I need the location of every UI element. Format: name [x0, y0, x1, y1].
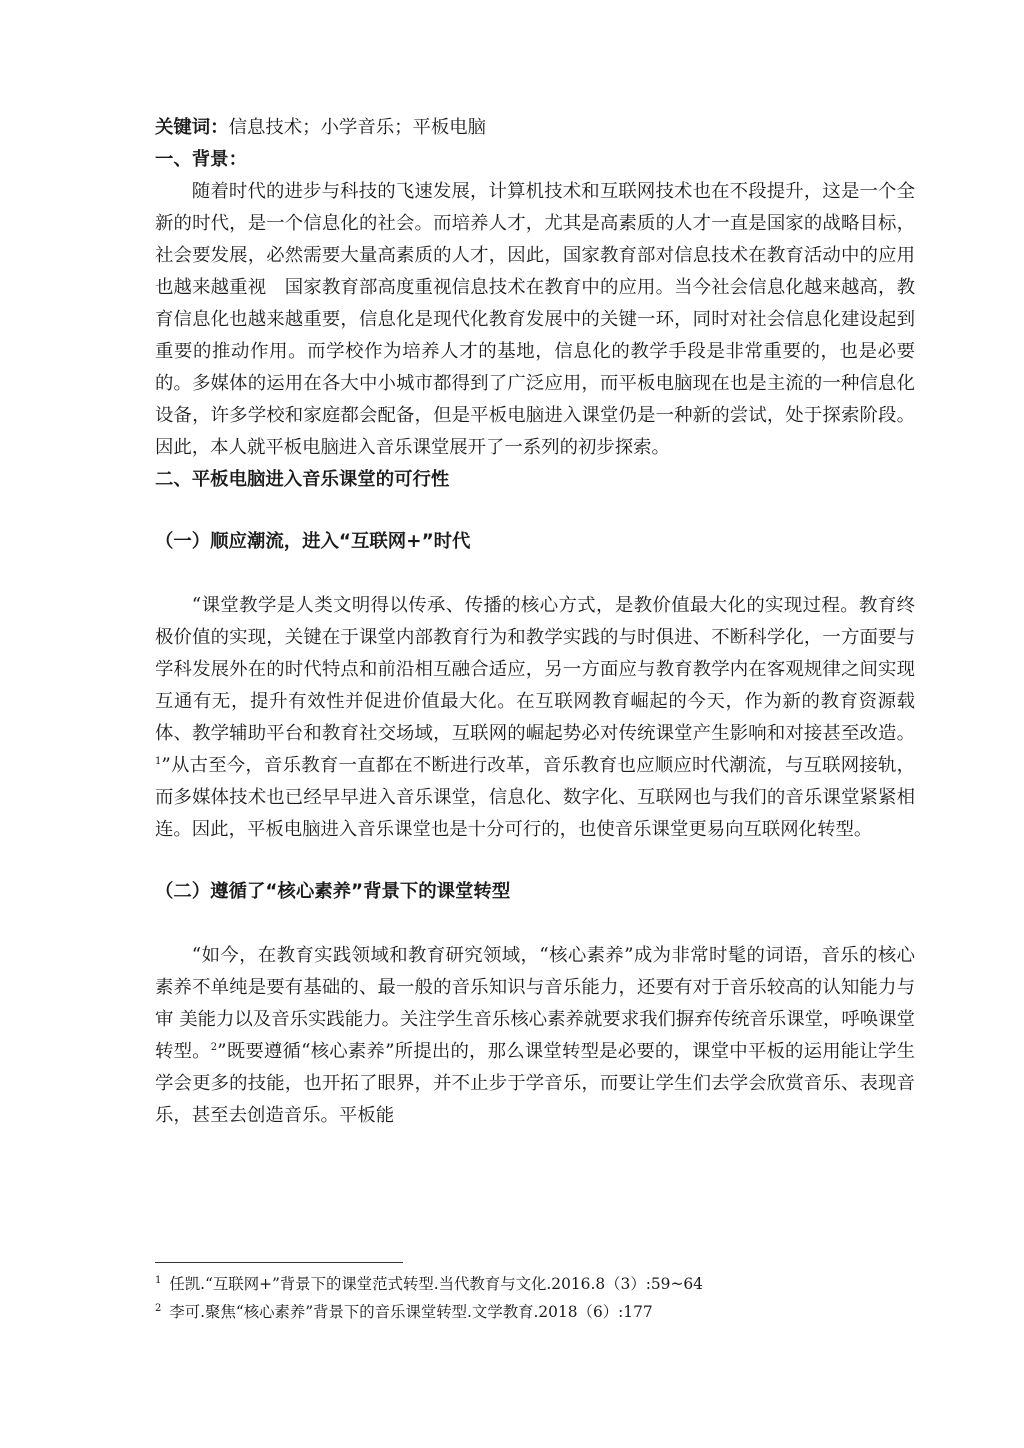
- keywords-value: 信息技术；小学音乐；平板电脑: [228, 117, 487, 138]
- subsection1-paragraph: [155, 590, 915, 846]
- footnote-2-text: 李可.聚焦“核心素养”背景下的音乐课堂转型.文学教育.2018（6）:177: [169, 1303, 653, 1321]
- keywords-line: [155, 112, 915, 144]
- footnote-ref-1[interactable]: 1: [155, 755, 162, 767]
- keywords-label: 关键词：: [155, 117, 229, 138]
- subsection1-heading: （一）顺应潮流，进入“互联网+”时代: [155, 531, 471, 552]
- section1-heading: 一、背景：: [155, 149, 247, 170]
- section1-paragraph: 随着时代的进步与科技的飞速发展，计算机技术和互联网技术也在不段提升，这是一个全新的时代，是一个信息化的社会。而培养人才，尤其是高素质的人才一直是国家的战略目标，社会要发展，必然需要大量高素质的人才，因此，国家教育部对信息技术在教育活动中的应用也越来越重视 国家教育部高度重视信息技术在教育中的应用。当今社会信息化越来越高，教育信息化也越来越重要，信息化是现代化教育发展中的关键一环，同时对社会信息化建设起到重要的推动作用。而学校作为培养人才的基地，信息化的教学手段是非常重要的，也是必要的。多媒体的运用在各大中小城市都得到了广泛应用，而平板电脑现在也是主流的一种信息化设备，许多学校和家庭都会配备，但是平板电脑进入课堂仍是一种新的尝试，处于探索阶段。因此，本人就平板电脑进入音乐课堂展开了一系列的初步探索。: [155, 181, 915, 458]
- subsection2-paragraph: [155, 940, 915, 1132]
- footnote-2-number: 2: [155, 1302, 162, 1314]
- section2-heading: 二、平板电脑进入音乐课堂的可行性: [155, 469, 450, 490]
- footnote-1-text: 任凯.“互联网+”背景下的课堂范式转型.当代教育与文化.2016.8（3）:59~64: [169, 1275, 703, 1293]
- footnote-1: [155, 1270, 935, 1298]
- footnote-1-number: 1: [155, 1274, 162, 1286]
- footnote-ref-2[interactable]: 2: [210, 1041, 218, 1053]
- document-body: [155, 112, 915, 1132]
- subsection1-text-a: “课堂教学是人类文明得以传承、传播的核心方式，是教价值最大化的实现过程。教育终极价值的实现，关键在于课堂内部教育行为和教学实践的与时俱进、不断科学化，一方面要与学科发展外在的时代特点和前沿相互融合适应，另一方面应与教育教学内在客观规律之间实现互通有无，提升有效性并促进价值最大化。在互联网教育崛起的今天，作为新的教育资源载体、教学辅助平台和教育社交场域，互联网的崛起势必对传统课堂产生影响和对接甚至改造。: [155, 595, 915, 744]
- footnote-divider: [155, 1262, 403, 1263]
- subsection2-text-b: ”既要遵循“核心素养”所提出的，那么课堂转型是必要的，课堂中平板的运用能让学生学会更多的技能，也开拓了眼界，并不止步于学音乐，而要让学生们去学会欣赏音乐、表现音乐，甚至去创造音乐。平板能: [155, 1041, 915, 1126]
- footnote-2: [155, 1298, 935, 1326]
- footnotes: [155, 1270, 935, 1326]
- subsection2-heading: （二）遵循了“核心素养”背景下的课堂转型: [155, 881, 511, 902]
- subsection2-text-a: “如今，在教育实践领域和教育研究领域，“核心素养”成为非常时髦的词语，音乐的核心 素养不单纯是要有基础的、最一般的音乐知识与音乐能力，还要有对于音乐较高的认知能力与审 美能力以及音乐实践能力。关注学生音乐核心素养就要求我们摒弃传统音乐课堂，呼唤课堂转型。: [155, 945, 915, 1062]
- subsection1-text-b: ”从古至今，音乐教育一直都在不断进行改革，音乐教育也应顺应时代潮流，与互联网接轨，而多媒体技术也已经早早进入音乐课堂，信息化、数字化、互联网也与我们的音乐课堂紧紧相连。因此，平板电脑进入音乐课堂也是十分可行的，也使音乐课堂更易向互联网化转型。: [155, 755, 915, 840]
